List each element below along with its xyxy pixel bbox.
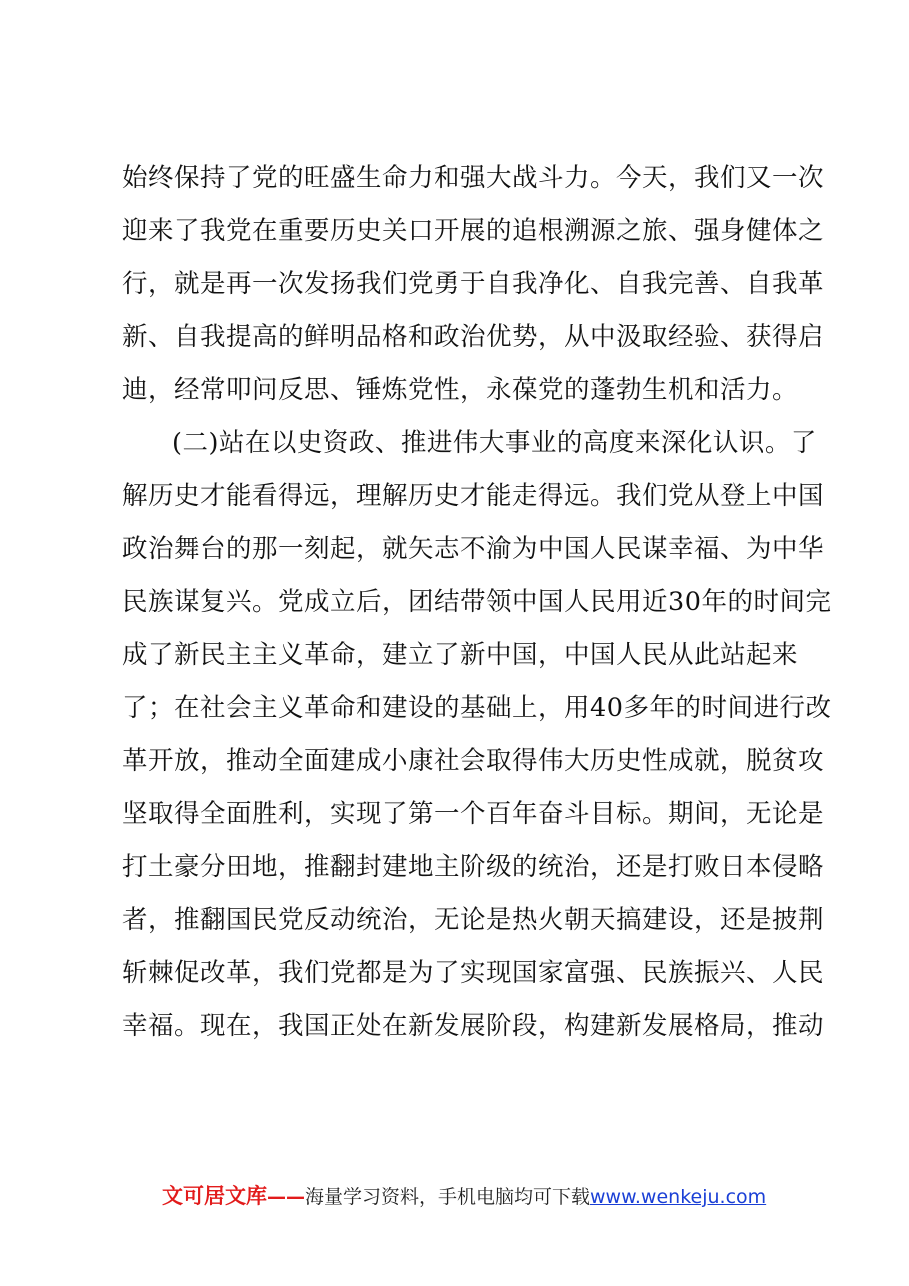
- text-line: 成了新民主主义革命，建立了新中国，中国人民从此站起来: [122, 640, 799, 670]
- text-line: 者，推翻国民党反动统治，无论是热火朝天搞建设，还是披荆: [122, 905, 825, 935]
- section-heading-line: (二)站在以史资政、推进伟大事业的高度来深化认识。了: [172, 428, 817, 458]
- text-line: 解历史才能看得远，理解历史才能走得远。我们党从登上中国: [122, 481, 825, 511]
- website-link[interactable]: www.wenkeju.com: [590, 1186, 767, 1208]
- text-line: 幸福。现在，我国正处在新发展阶段，构建新发展格局，推动: [122, 1011, 825, 1041]
- text-line: 民族谋复兴。党成立后，团结带领中国人民用近30年的时间完: [122, 587, 832, 617]
- text-line: 政治舞台的那一刻起，就矢志不渝为中国人民谋幸福、为中华: [122, 534, 825, 564]
- footer-slogan: 海量学习资料，手机电脑均可下载: [305, 1186, 591, 1208]
- text-line: 迪，经常叩问反思、锤炼党性，永葆党的蓬勃生机和活力。: [122, 375, 799, 405]
- brand-name: 文可居文库: [162, 1184, 267, 1208]
- text-line: 打土豪分田地，推翻封建地主阶级的统治，还是打败日本侵略: [122, 852, 825, 882]
- text-line: 迎来了我党在重要历史关口开展的追根溯源之旅、强身健体之: [122, 216, 825, 246]
- text-line: 新、自我提高的鲜明品格和政治优势，从中汲取经验、获得启: [122, 322, 825, 352]
- text-line: 革开放，推动全面建成小康社会取得伟大历史性成就，脱贫攻: [122, 746, 825, 776]
- text-line: 斩棘促改革，我们党都是为了实现国家富强、民族振兴、人民: [122, 958, 825, 988]
- text-line: 了；在社会主义革命和建设的基础上，用40多年的时间进行改: [122, 693, 832, 723]
- footer-dash: ——: [267, 1186, 305, 1208]
- text-line: 坚取得全面胜利，实现了第一个百年奋斗目标。期间，无论是: [122, 799, 825, 829]
- text-line: 始终保持了党的旺盛生命力和强大战斗力。今天，我们又一次: [122, 163, 825, 193]
- text-line: 行，就是再一次发扬我们党勇于自我净化、自我完善、自我革: [122, 269, 825, 299]
- footer-banner: [162, 1181, 766, 1212]
